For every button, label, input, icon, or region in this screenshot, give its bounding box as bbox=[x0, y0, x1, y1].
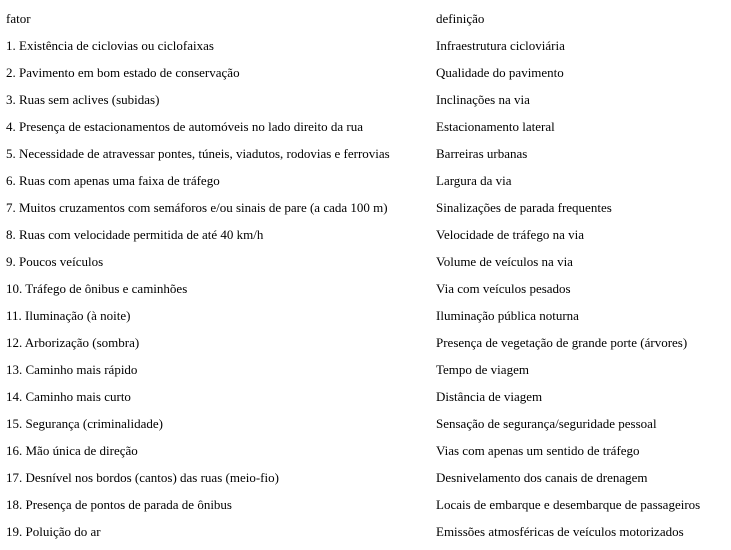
cell-fator: 9. Poucos veículos bbox=[6, 254, 104, 269]
cell-fator: 17. Desnível nos bordos (cantos) das ruas (meio-fio) bbox=[6, 470, 279, 485]
cell-definicao: Via com veículos pesados bbox=[436, 281, 571, 296]
cell-fator: 15. Segurança (criminalidade) bbox=[6, 416, 164, 431]
table-row bbox=[6, 280, 728, 307]
factors-table bbox=[6, 10, 728, 550]
cell-definicao: Tempo de viagem bbox=[436, 362, 529, 377]
cell-fator: 13. Caminho mais rápido bbox=[6, 362, 138, 377]
table-row bbox=[6, 91, 728, 118]
cell-definicao: Locais de embarque e desembarque de passageiros bbox=[436, 497, 701, 512]
table-row bbox=[6, 442, 728, 469]
cell-definicao: Sensação de segurança/seguridade pessoal bbox=[436, 416, 657, 431]
cell-definicao: Inclinações na via bbox=[436, 92, 530, 107]
cell-fator: 10. Tráfego de ônibus e caminhões bbox=[6, 281, 188, 296]
cell-definicao: Presença de vegetação de grande porte (árvores) bbox=[436, 335, 688, 350]
table-row bbox=[6, 226, 728, 253]
table-row bbox=[6, 118, 728, 145]
cell-definicao: Vias com apenas um sentido de tráfego bbox=[436, 443, 640, 458]
table-row bbox=[6, 361, 728, 388]
cell-definicao: Distância de viagem bbox=[436, 389, 543, 404]
table-row bbox=[6, 145, 728, 172]
cell-fator: 8. Ruas com velocidade permitida de até 40 km/h bbox=[6, 227, 264, 242]
cell-fator: 19. Poluição do ar bbox=[6, 524, 101, 539]
table-body bbox=[6, 37, 728, 550]
cell-fator: 1. Existência de ciclovias ou ciclofaixas bbox=[6, 38, 214, 53]
header-fator: fator bbox=[6, 11, 31, 26]
table-row bbox=[6, 64, 728, 91]
cell-fator: 12. Arborização (sombra) bbox=[6, 335, 140, 350]
cell-fator: 2. Pavimento em bom estado de conservação bbox=[6, 65, 240, 80]
cell-definicao: Desnivelamento dos canais de drenagem bbox=[436, 470, 648, 485]
table-row bbox=[6, 37, 728, 64]
cell-definicao: Barreiras urbanas bbox=[436, 146, 528, 161]
cell-fator: 4. Presença de estacionamentos de automóveis no lado direito da rua bbox=[6, 119, 364, 134]
cell-definicao: Sinalizações de parada frequentes bbox=[436, 200, 612, 215]
cell-definicao: Iluminação pública noturna bbox=[436, 308, 579, 323]
table-row bbox=[6, 523, 728, 550]
header-definicao: definição bbox=[436, 11, 485, 26]
table-row bbox=[6, 388, 728, 415]
cell-definicao: Estacionamento lateral bbox=[436, 119, 555, 134]
cell-definicao: Qualidade do pavimento bbox=[436, 65, 564, 80]
cell-definicao: Volume de veículos na via bbox=[436, 254, 573, 269]
table-row bbox=[6, 496, 728, 523]
table-row bbox=[6, 415, 728, 442]
cell-fator: 7. Muitos cruzamentos com semáforos e/ou sinais de pare (a cada 100 m) bbox=[6, 200, 388, 215]
table-row bbox=[6, 334, 728, 361]
cell-fator: 14. Caminho mais curto bbox=[6, 389, 131, 404]
table-row bbox=[6, 307, 728, 334]
cell-definicao: Velocidade de tráfego na via bbox=[436, 227, 584, 242]
cell-fator: 16. Mão única de direção bbox=[6, 443, 138, 458]
table-row bbox=[6, 253, 728, 280]
cell-fator: 6. Ruas com apenas uma faixa de tráfego bbox=[6, 173, 220, 188]
cell-fator: 11. Iluminação (à noite) bbox=[6, 308, 131, 323]
table-row bbox=[6, 172, 728, 199]
cell-fator: 18. Presença de pontos de parada de ônibus bbox=[6, 497, 232, 512]
table-header-row bbox=[6, 10, 728, 37]
cell-definicao: Emissões atmosféricas de veículos motorizados bbox=[436, 524, 684, 539]
cell-fator: 5. Necessidade de atravessar pontes, túneis, viadutos, rodovias e ferrovias bbox=[6, 146, 390, 161]
cell-definicao: Infraestrutura cicloviária bbox=[436, 38, 565, 53]
cell-fator: 3. Ruas sem aclives (subidas) bbox=[6, 92, 160, 107]
table-row bbox=[6, 199, 728, 226]
cell-definicao: Largura da via bbox=[436, 173, 512, 188]
table-row bbox=[6, 469, 728, 496]
